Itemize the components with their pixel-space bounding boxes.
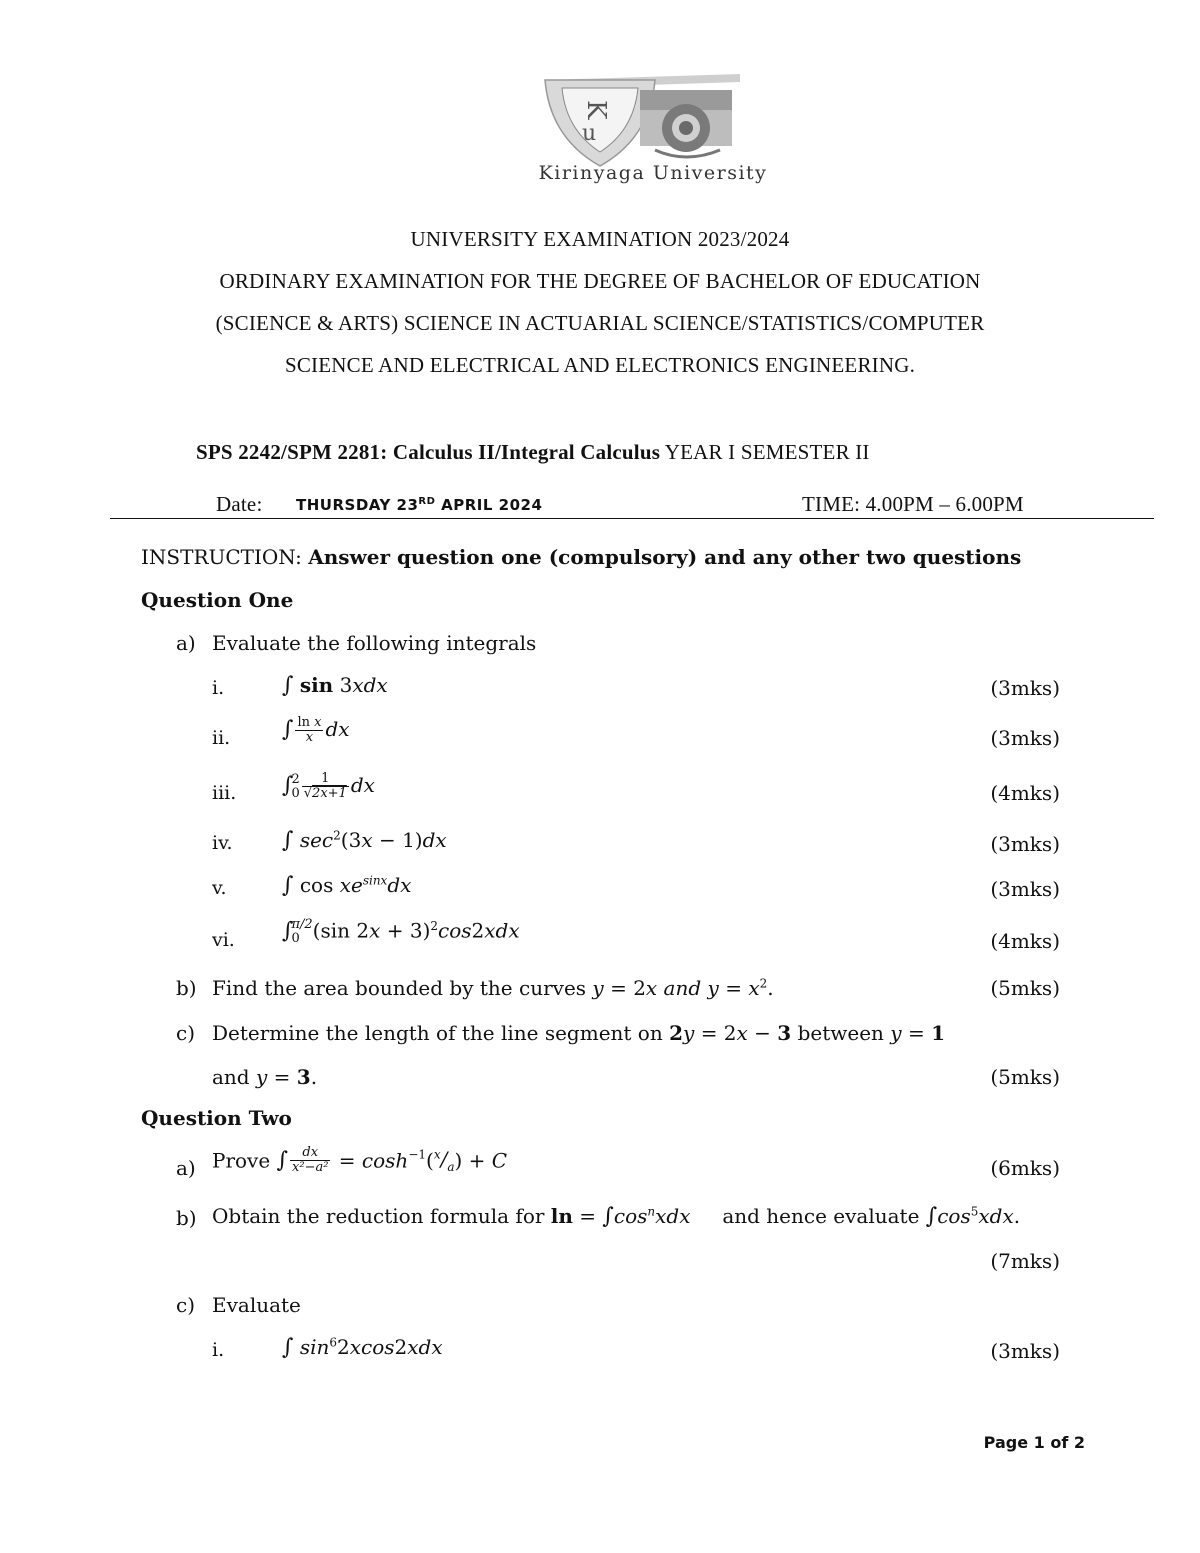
q1c-marks: (5mks) bbox=[990, 1065, 1060, 1089]
date-label: Date: bbox=[216, 492, 263, 516]
q1c-text: Determine the length of the line segment on 2y = 2x − 3 between y = 1 bbox=[212, 1021, 946, 1045]
svg-text:u: u bbox=[582, 121, 597, 146]
q1a-v-expr: ∫ $\cos xe^{sinx}dx$ bbox=[282, 873, 412, 898]
university-logo bbox=[490, 68, 810, 190]
q2b-marks: (7mks) bbox=[990, 1249, 1060, 1273]
q1a-iv-num: iv. bbox=[212, 832, 233, 854]
svg-text:K: K bbox=[581, 100, 611, 120]
q2c-label: c) bbox=[176, 1293, 196, 1317]
exam-title: UNIVERSITY EXAMINATION 2023/2024 bbox=[410, 227, 790, 251]
course-code: SPS 2242/SPM 2281: bbox=[196, 440, 388, 464]
q2a-text: Prove ∫ $\frac{dx}{\text{x²−a²}}$ = $\cosh^{-1}(^x/_a) + C$ bbox=[212, 1145, 508, 1175]
exam-degree-line-1: ORDINARY EXAMINATION FOR THE DEGREE OF BACHELOR OF EDUCATION bbox=[219, 269, 981, 293]
course-year: YEAR I SEMESTER II bbox=[664, 440, 870, 464]
q1a-i-expr: ∫ sin 3xdx bbox=[282, 673, 388, 698]
q1a-label: a) bbox=[176, 631, 196, 655]
q1a-vi-marks: (4mks) bbox=[990, 929, 1060, 953]
instruction-prefix: INSTRUCTION: bbox=[141, 545, 302, 569]
q2c-i-num: i. bbox=[212, 1339, 225, 1361]
instruction-text: Answer question one (compulsory) and any other two questions bbox=[308, 545, 1022, 569]
instruction bbox=[141, 545, 1021, 569]
question-one-title: Question One bbox=[141, 588, 294, 612]
q1a-i-marks: (3mks) bbox=[990, 676, 1060, 700]
q1c-text-cont: and y = 3. bbox=[212, 1065, 318, 1089]
q1a-iii-expr: ∫ 2 0 $\frac{1}{√2x+1}$ dx bbox=[282, 771, 375, 801]
q1a-i-num: i. bbox=[212, 677, 225, 699]
q2c-text: Evaluate bbox=[212, 1293, 301, 1317]
exam-degree-line-3: SCIENCE AND ELECTRICAL AND ELECTRONICS ENGINEERING. bbox=[284, 353, 916, 377]
q1a-text: Evaluate the following integrals bbox=[212, 631, 537, 655]
q2c-i-expr: ∫ $\sin^62xcos2xdx$ bbox=[282, 1335, 443, 1360]
q2a-label: a) bbox=[176, 1156, 196, 1180]
q1a-vi-expr: ∫ π/2 0 (sin 2x + 3)$^2$cos2xdx bbox=[282, 917, 520, 946]
exam-degree-line-2: (SCIENCE & ARTS) SCIENCE IN ACTUARIAL SCIENCE/STATISTICS/COMPUTER bbox=[215, 311, 985, 335]
date-time-row bbox=[110, 490, 1154, 519]
page-number: Page 1 of 2 bbox=[983, 1433, 1085, 1452]
course-line bbox=[196, 440, 870, 465]
q1c-label: c) bbox=[176, 1021, 196, 1045]
q1a-ii-expr: ∫ $\frac{\text{ln x}}{x}$ dx bbox=[282, 715, 350, 745]
q2a-marks: (6mks) bbox=[990, 1156, 1060, 1180]
q1b-marks: (5mks) bbox=[990, 976, 1060, 1000]
q2c-i-marks: (3mks) bbox=[990, 1339, 1060, 1363]
q1a-iii-num: iii. bbox=[212, 782, 237, 804]
q2b-label: b) bbox=[176, 1206, 197, 1230]
q1a-iv-expr: ∫ $\sec^2(3x - 1)dx$ bbox=[282, 828, 447, 853]
q1a-iii-marks: (4mks) bbox=[990, 781, 1060, 805]
q1b-text: Find the area bounded by the curves y = 2x and $y = x^2$. bbox=[212, 976, 774, 1000]
q2b-text: Obtain the reduction formula for $\ln = \int\cos^nxdx$ and hence evaluate $\int\cos^5xdx$. bbox=[212, 1204, 1021, 1229]
date-value: THURSDAY 23RD APRIL 2024 bbox=[296, 496, 543, 514]
course-title: Calculus II/Integral Calculus bbox=[392, 440, 661, 464]
q1a-ii-num: ii. bbox=[212, 727, 231, 749]
exam-time: TIME: 4.00PM – 6.00PM bbox=[802, 492, 1024, 516]
q1b-label: b) bbox=[176, 976, 197, 1000]
logo-university-name: Kirinyaga University bbox=[538, 162, 768, 184]
question-two-title: Question Two bbox=[141, 1106, 292, 1130]
q1a-vi-num: vi. bbox=[212, 929, 235, 951]
q1a-iv-marks: (3mks) bbox=[990, 832, 1060, 856]
q1a-v-num: v. bbox=[212, 877, 227, 899]
q1a-ii-marks: (3mks) bbox=[990, 726, 1060, 750]
q1a-v-marks: (3mks) bbox=[990, 877, 1060, 901]
